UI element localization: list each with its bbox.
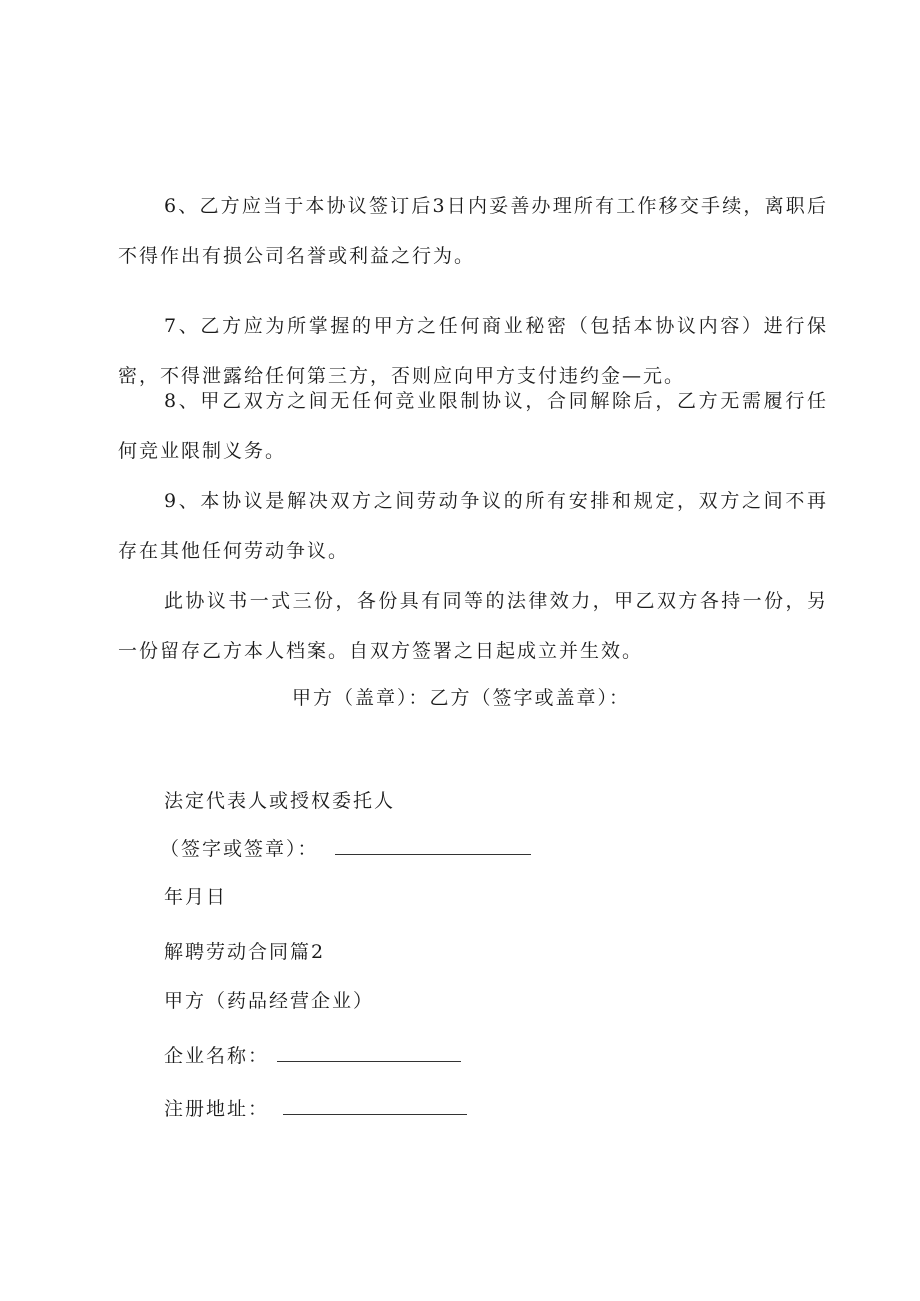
company-name-blank xyxy=(277,1043,461,1062)
date-label: 年月日 xyxy=(164,886,228,908)
address-row xyxy=(164,1094,467,1124)
address-blank xyxy=(283,1096,467,1115)
address-label: 注册地址： xyxy=(164,1098,270,1120)
signature-label: （签字或签章）： xyxy=(160,838,319,860)
clause-8: 8、甲乙双方之间无任何竞业限制协议，合同解除后，乙方无需履行任何竞业限制义务。 xyxy=(118,390,828,462)
company-name-label: 企业名称： xyxy=(164,1045,270,1067)
copies-clause: 此协议书一式三份，各份具有同等的法律效力，甲乙双方各持一份，另一份留存乙方本人档案。自双方签署之日起成立并生效。 xyxy=(118,590,828,662)
representative-label: 法定代表人或授权委托人 xyxy=(164,790,396,812)
section-title: 解聘劳动合同篇2 xyxy=(164,941,326,963)
clause-9: 9、本协议是解决双方之间劳动争议的所有安排和规定，双方之间不再存在其他任何劳动争议。 xyxy=(118,490,828,562)
company-name-row xyxy=(164,1041,461,1071)
clause-6: 6、乙方应当于本协议签订后3日内妥善办理所有工作移交手续，离职后不得作出有损公司名誉或利益之行为。 xyxy=(118,195,828,267)
signature-blank xyxy=(335,836,531,855)
clause-7: 7、乙方应为所掌握的甲方之任何商业秘密（包括本协议内容）进行保密，不得泄露给任何第三方，否则应向甲方支付违约金—元。 xyxy=(118,315,828,387)
signature-row xyxy=(160,834,531,864)
party-signature-line: 甲方（盖章）：乙方（签字或盖章）： xyxy=(292,687,631,709)
party-a-label: 甲方（药品经营企业） xyxy=(164,990,375,1012)
